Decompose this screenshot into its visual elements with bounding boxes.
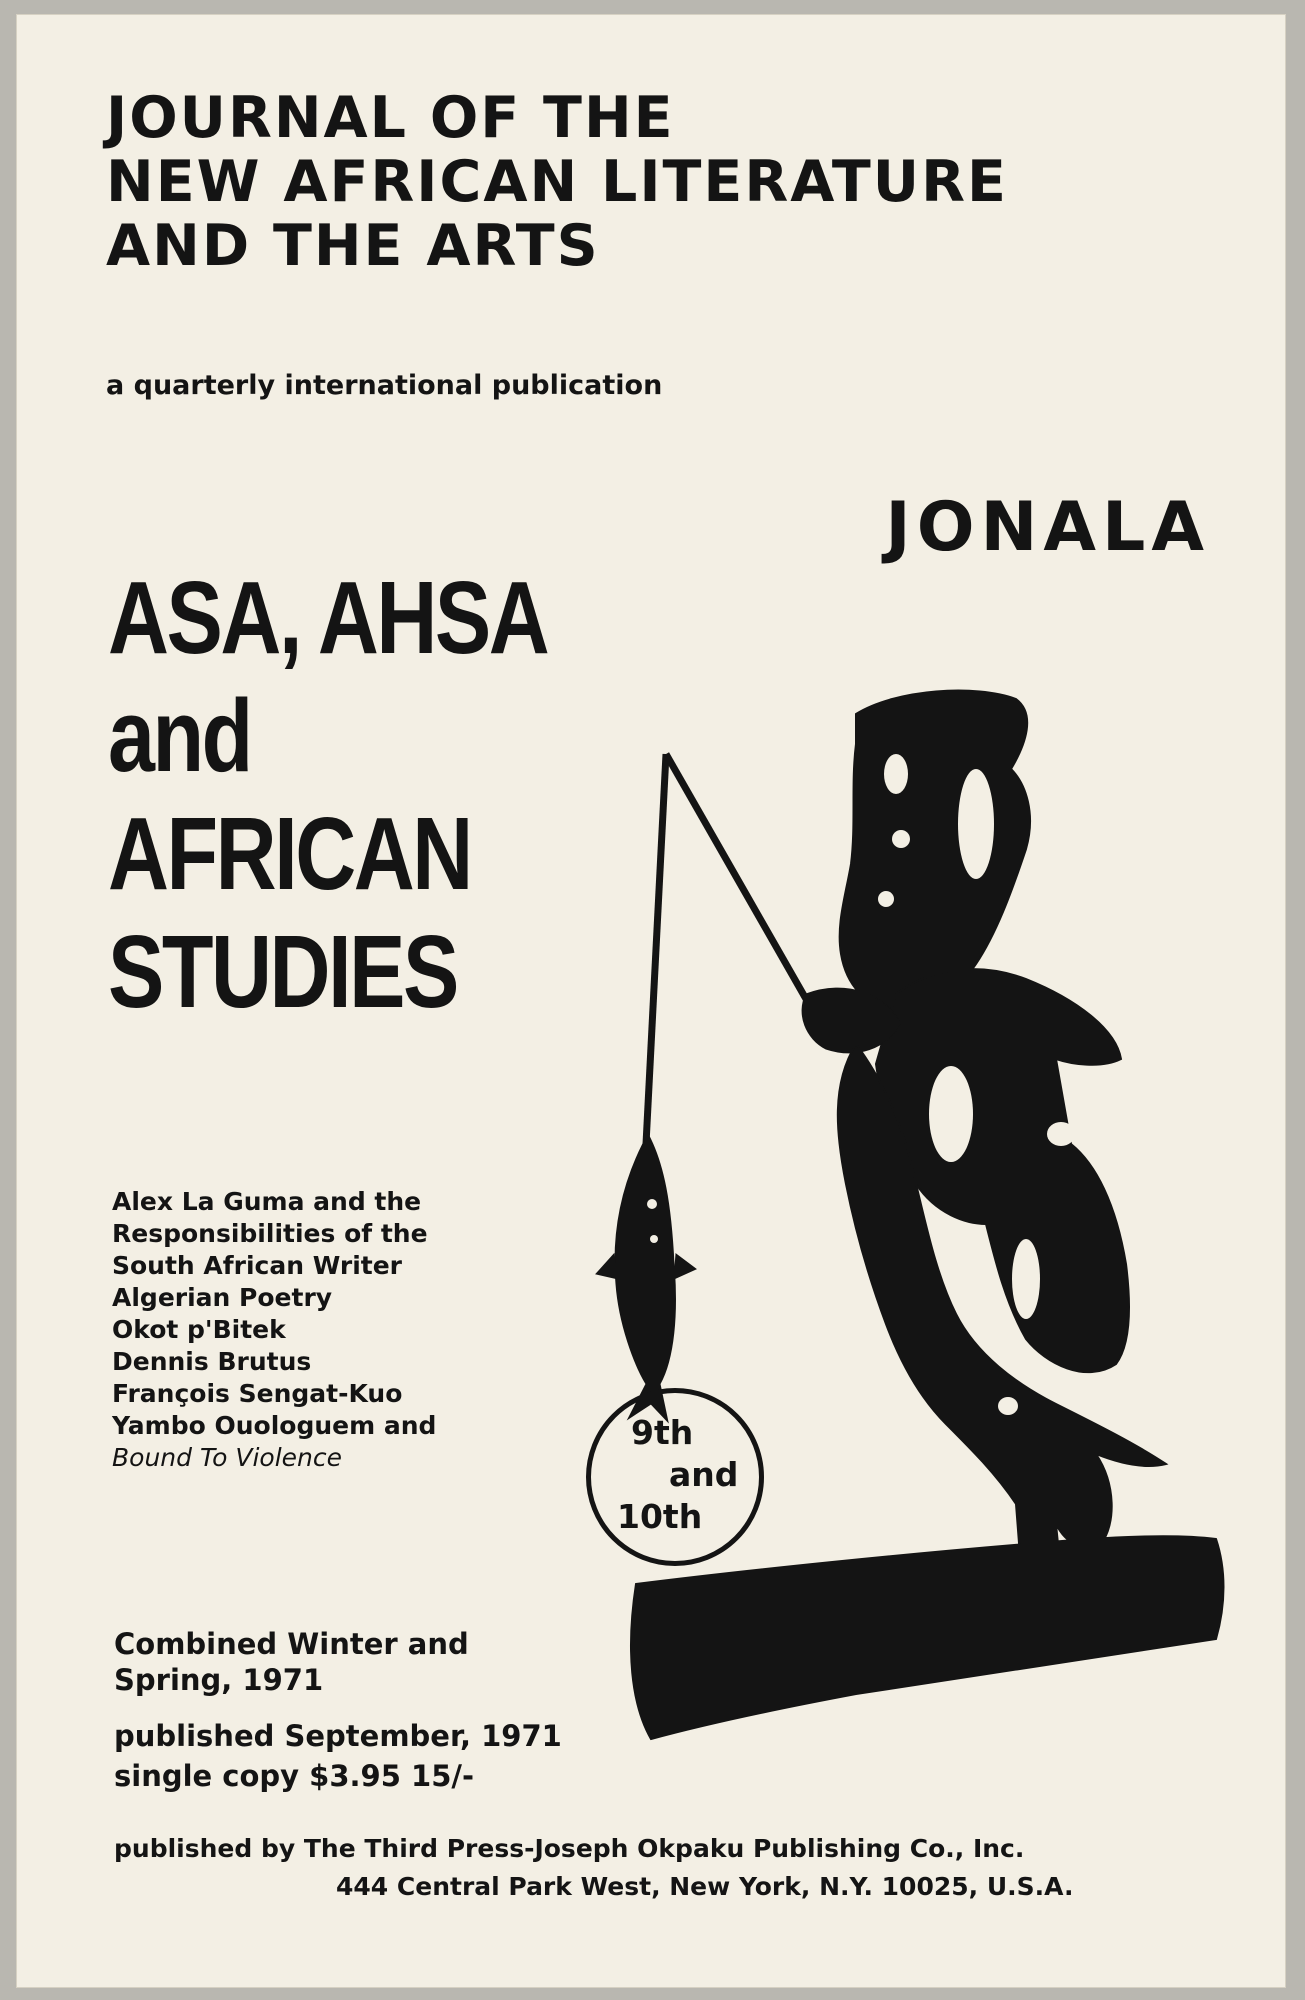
fishing-figure-icon [556, 664, 1246, 1784]
issue-number-badge [586, 1388, 764, 1566]
publication-info [114, 1716, 562, 1796]
contents-item: Responsibilities of the [112, 1219, 428, 1248]
journal-title: JOURNAL OF THE NEW AFRICAN LITERATURE AND THE ARTS [106, 85, 1008, 279]
publisher-line: published by The Third Press-Joseph Okpaku Publishing Co., Inc. [114, 1834, 1025, 1863]
publication-subtitle: a quarterly international publication [106, 370, 663, 401]
publisher-address: 444 Central Park West, New York, N.Y. 10025, U.S.A. [336, 1872, 1074, 1901]
contents-item: Algerian Poetry [112, 1283, 333, 1312]
published-date: published September, 1971 [114, 1719, 562, 1753]
contents-item: Dennis Brutus [112, 1347, 312, 1376]
contents-item: Okot p'Bitek [112, 1315, 286, 1344]
badge-line: and [669, 1455, 739, 1494]
contents-item: Yambo Ouologuem and [112, 1411, 437, 1440]
contents-item: François Sengat-Kuo [112, 1379, 403, 1408]
issue-season: Combined Winter and Spring, 1971 [114, 1627, 469, 1697]
issue-title: ASA, AHSA and AFRICAN STUDIES [108, 560, 548, 1029]
contents-list [112, 1186, 436, 1474]
price: single copy $3.95 15/- [114, 1759, 474, 1793]
badge-line: 10th [617, 1497, 703, 1536]
contents-item: Bound To Violence [112, 1443, 343, 1472]
badge-line: 9th [631, 1413, 694, 1452]
journal-brand: JONALA [885, 488, 1210, 567]
contents-item: South African Writer [112, 1251, 403, 1280]
magazine-cover [16, 14, 1286, 1988]
contents-item: Alex La Guma and the [112, 1187, 422, 1216]
